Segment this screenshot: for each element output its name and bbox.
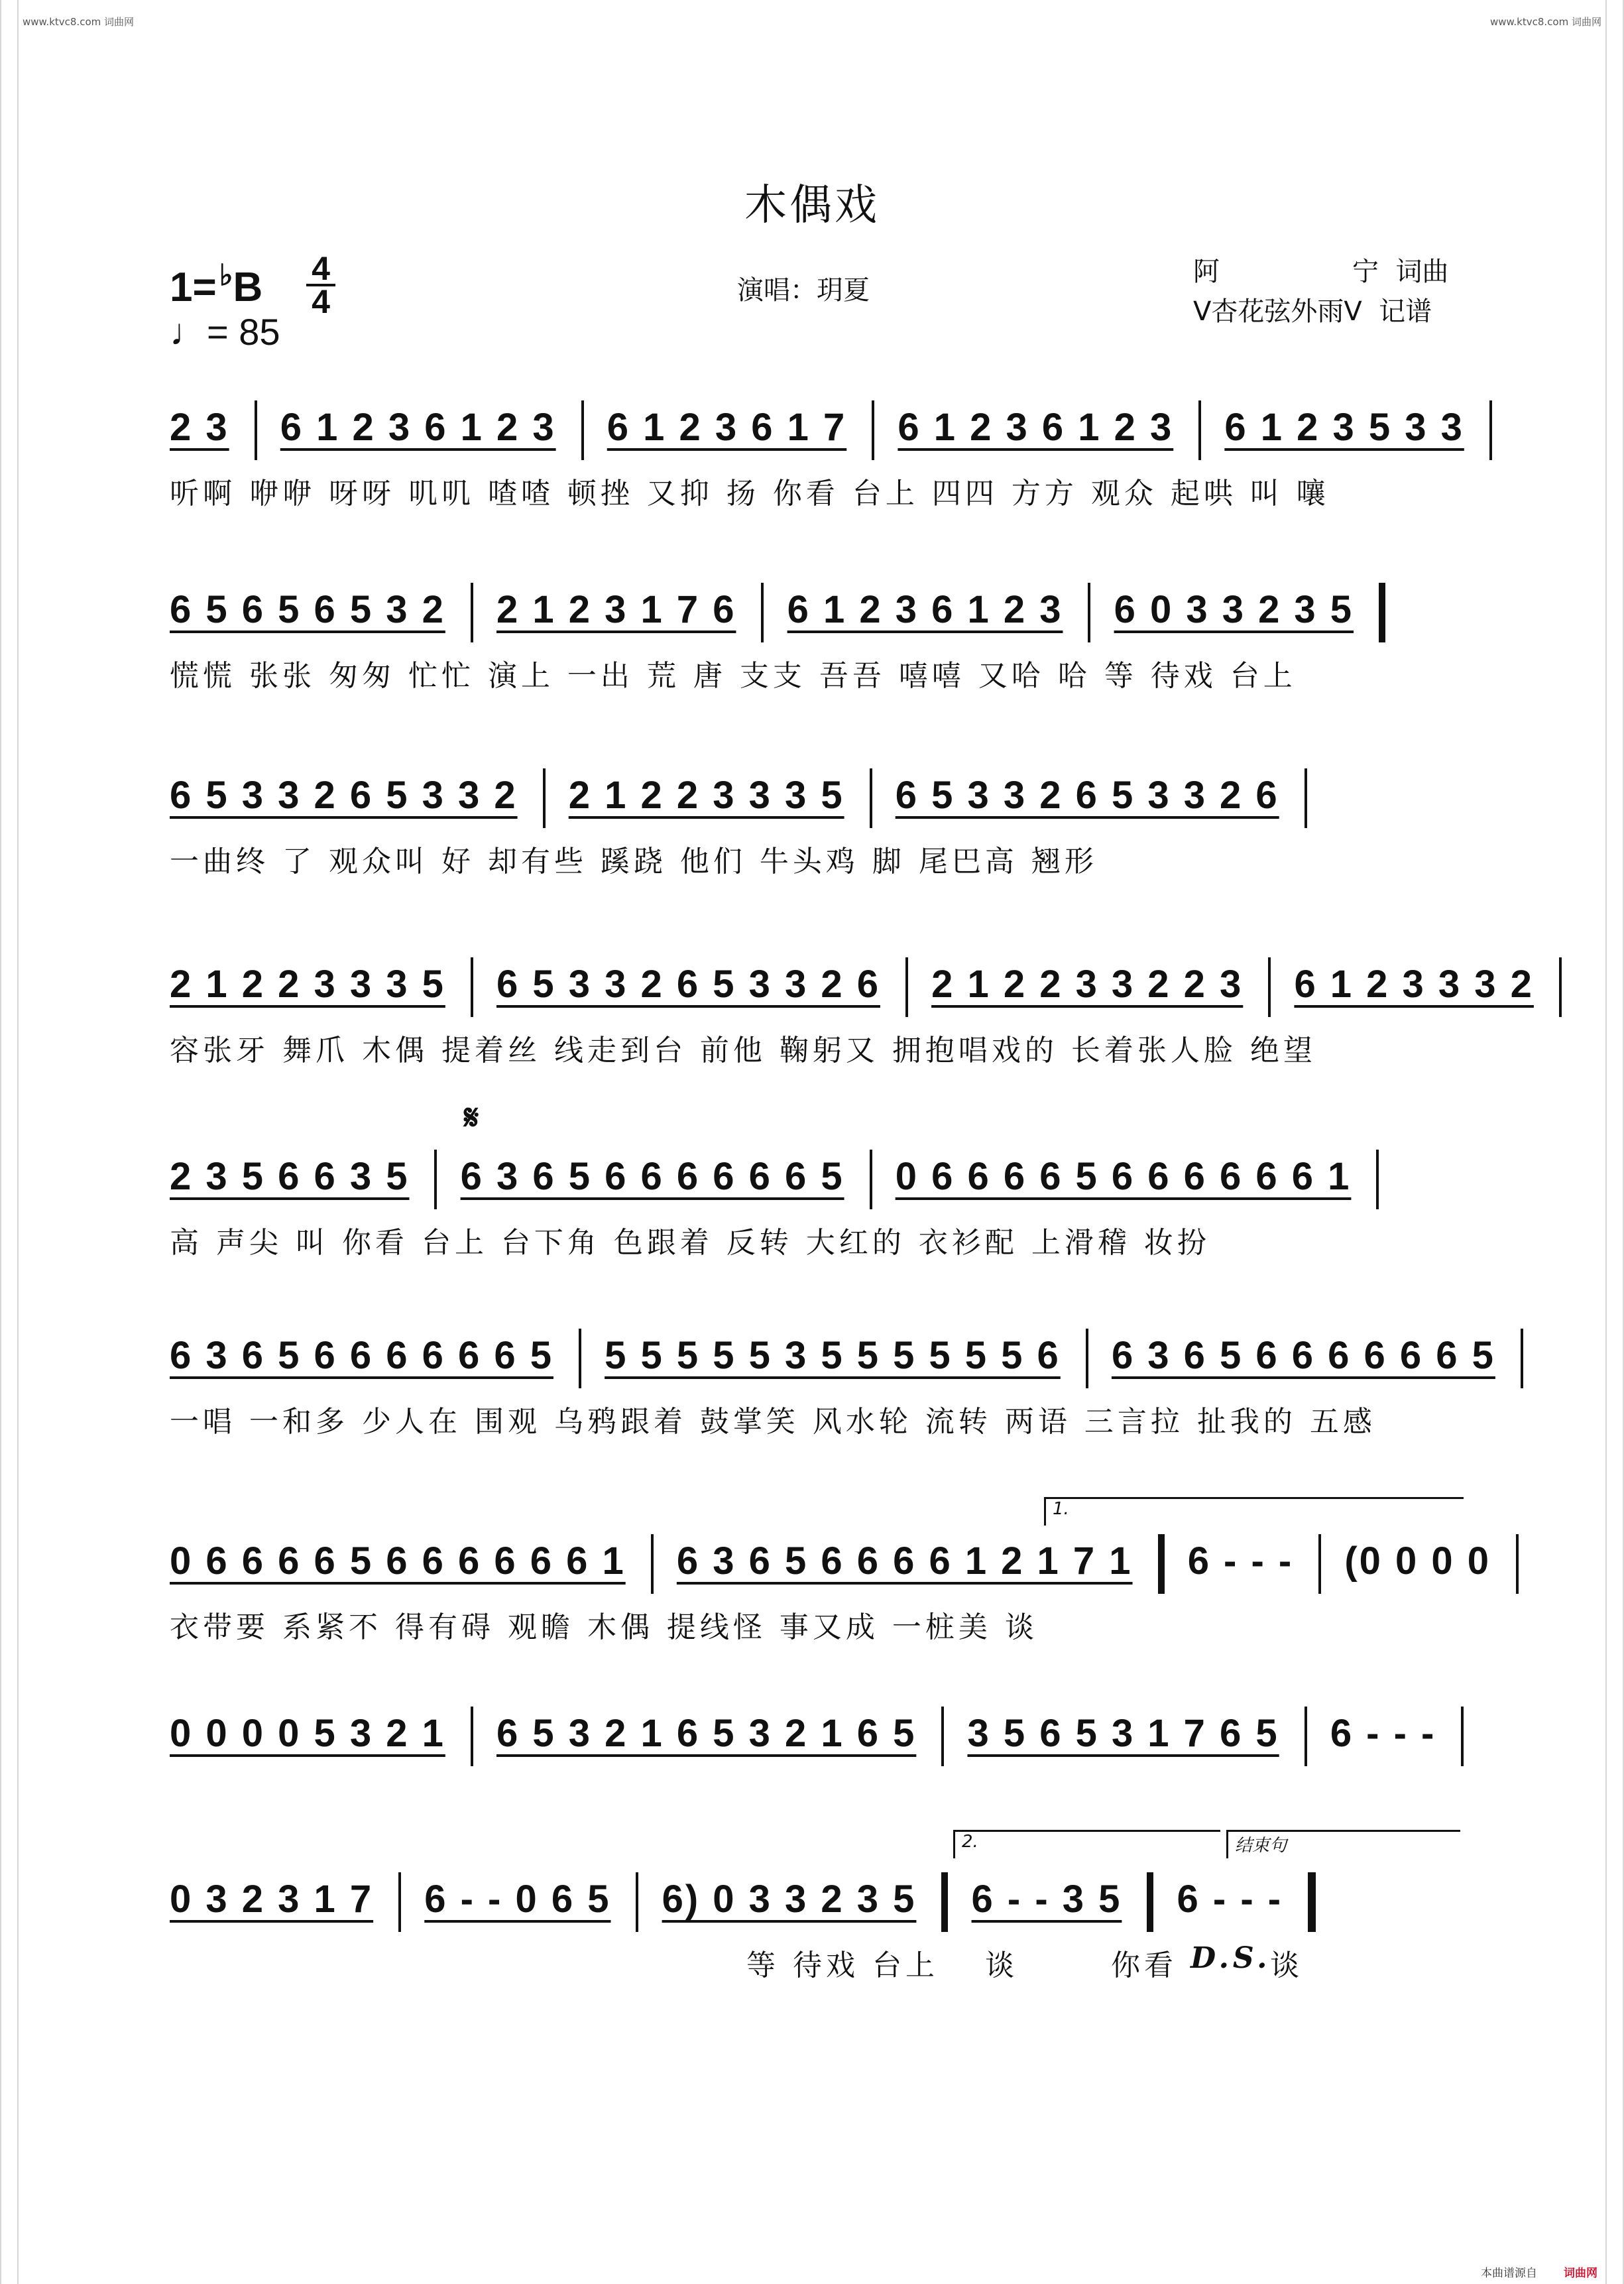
singer-credit: 演唱：玥夏 bbox=[737, 275, 870, 306]
lyrics-line: 容张牙 舞爪 木偶 提着丝 线走到台 前他 鞠躬又 拥抱唱戏的 长着张人脸 绝望 bbox=[170, 1034, 1316, 1067]
notes-segment: 6 5 3 3 2 6 5 3 3 2 6 bbox=[895, 774, 1279, 817]
notes-segment: 6 1 2 3 6 1 2 3 bbox=[280, 406, 556, 449]
notes-segment: 6 5 3 3 2 6 5 3 3 2 6 bbox=[496, 963, 880, 1006]
lyrics-line: 慌慌 张张 匆匆 忙忙 演上 一出 荒 唐 支支 吾吾 嘻嘻 又哈 哈 等 待戏 台上 bbox=[170, 659, 1297, 693]
footer-source: 本曲谱源自 bbox=[1481, 2267, 1537, 2280]
footer bbox=[1481, 2263, 1597, 2280]
staff-line-6 bbox=[170, 1319, 1495, 1440]
notes-segment: 6 5 6 5 6 5 3 2 bbox=[170, 588, 445, 631]
final-ending-bracket: 结束句 bbox=[1226, 1830, 1460, 1858]
time-signature: 4 4 bbox=[306, 253, 335, 317]
dal-segno: D.S. bbox=[1190, 1941, 1271, 1975]
notes-segment: 6 - - 0 6 5 bbox=[424, 1878, 611, 1921]
lyrics-line bbox=[170, 1941, 1456, 1981]
notes-segment: 2 1 2 2 3 3 3 5 bbox=[170, 963, 445, 1006]
staff-line-8 bbox=[170, 1697, 1456, 1770]
notes-segment: 6 1 2 3 3 3 2 bbox=[1294, 963, 1534, 1006]
right-border bbox=[1605, 0, 1624, 2284]
notes-segment: 6 - - - bbox=[1177, 1878, 1283, 1921]
notes-segment: 0 6 6 6 6 5 6 6 6 6 6 6 1 bbox=[170, 1539, 626, 1583]
lyrics-line: 衣带要 系紧不 得有碍 观瞻 木偶 提线怪 事又成 一桩美 谈 bbox=[170, 1610, 1038, 1644]
left-border bbox=[0, 0, 19, 2284]
notes-segment: 6 0 3 3 2 3 5 bbox=[1114, 588, 1354, 631]
segno-mark: 𝄋 bbox=[464, 1097, 479, 1138]
lyrics-line: 一唱 一和多 少人在 围观 乌鸦跟着 鼓掌笑 风水轮 流转 两语 三言拉 扯我的 五感 bbox=[170, 1405, 1376, 1439]
lyrics-fragment: 谈 bbox=[985, 1949, 1018, 1982]
notes-segment: 2 1 2 3 1 7 6 bbox=[496, 588, 736, 631]
notes-segment: 0 3 2 3 1 7 bbox=[170, 1878, 374, 1921]
staff-line-5 bbox=[170, 1140, 1456, 1261]
staff-line-4 bbox=[170, 948, 1534, 1069]
staff-line-3 bbox=[170, 759, 1456, 880]
notes-segment: 6 3 6 5 6 6 6 6 6 6 5 bbox=[460, 1155, 844, 1198]
notes-segment: (0 0 0 0 bbox=[1344, 1539, 1491, 1583]
lyrics-fragment: 你看 bbox=[1111, 1949, 1177, 1982]
notes-segment: 0 6 6 6 6 5 6 6 6 6 6 6 1 bbox=[895, 1155, 1352, 1198]
watermark-left: www.ktvc8.com 词曲网 bbox=[23, 16, 135, 28]
watermark-right: www.ktvc8.com 词曲网 bbox=[1489, 16, 1601, 28]
notes-segment: 6 - - - bbox=[1187, 1539, 1294, 1583]
tempo-marking: ♩= 85 bbox=[170, 311, 280, 353]
notes-segment: 2 3 5 6 6 3 5 bbox=[170, 1155, 410, 1198]
notes-segment: 6 5 3 3 2 6 5 3 3 2 bbox=[170, 774, 518, 817]
notes-segment: 6 1 2 3 6 1 7 bbox=[607, 406, 847, 449]
staff-line-2 bbox=[170, 573, 1456, 694]
notes-segment: 5 5 5 5 5 3 5 5 5 5 5 5 6 bbox=[605, 1334, 1061, 1377]
notes-segment: 2 1 2 2 3 3 3 5 bbox=[568, 774, 844, 817]
notes-segment: 0 0 0 0 5 3 2 1 bbox=[170, 1712, 445, 1755]
notes-segment: 6 1 2 3 6 1 2 3 bbox=[787, 588, 1063, 631]
lyrics-fragment: 谈 bbox=[1270, 1949, 1303, 1982]
notes-segment: 2 3 bbox=[170, 406, 229, 449]
notes-segment: 6 3 6 5 6 6 6 6 1 2 1 7 1 bbox=[676, 1539, 1133, 1583]
song-title: 木偶戏 bbox=[744, 181, 880, 230]
footer-site: 词曲网 bbox=[1564, 2267, 1597, 2280]
lyrics-line: 听啊 咿咿 呀呀 叽叽 喳喳 顿挫 又抑 扬 你看 台上 四四 方方 观众 起哄 叫 嚷 bbox=[170, 477, 1330, 511]
lyrics-fragment: 等 待戏 台上 bbox=[746, 1949, 939, 1982]
first-ending-bracket: 1. bbox=[1044, 1497, 1464, 1526]
lyrics-line: 一曲终 了 观众叫 好 却有些 蹊跷 他们 牛头鸡 脚 尾巴高 翘形 bbox=[170, 845, 1098, 878]
staff-line-9 bbox=[170, 1863, 1456, 1981]
notes-segment: 6 3 6 5 6 6 6 6 6 6 5 bbox=[170, 1334, 553, 1377]
credits: 阿 宁 词曲 V杏花弦外雨V 记谱 bbox=[1193, 257, 1449, 327]
staff-line-7 bbox=[170, 1525, 1491, 1646]
notes-segment: 6 5 3 2 1 6 5 3 2 1 6 5 bbox=[496, 1712, 917, 1755]
notes-segment: 6 - - - bbox=[1330, 1712, 1436, 1755]
notes-segment: 2 1 2 2 3 3 2 2 3 bbox=[931, 963, 1244, 1006]
notes-segment: 6 - - 3 5 bbox=[971, 1878, 1122, 1921]
notes-segment: 6 1 2 3 6 1 2 3 bbox=[898, 406, 1174, 449]
lyrics-line: 高 声尖 叫 你看 台上 台下角 色跟着 反转 大红的 衣衫配 上滑稽 妆扮 bbox=[170, 1226, 1210, 1260]
staff-line-1 bbox=[170, 391, 1464, 512]
notes-segment: 6 3 6 5 6 6 6 6 6 6 5 bbox=[1111, 1334, 1495, 1377]
key-signature: 1=♭B bbox=[170, 259, 263, 310]
second-ending-bracket: 2. bbox=[953, 1830, 1220, 1858]
notes-segment: 6) 0 3 3 2 3 5 bbox=[662, 1878, 917, 1921]
notes-segment: 3 5 6 5 3 1 7 6 5 bbox=[967, 1712, 1279, 1755]
notes-segment: 6 1 2 3 5 3 3 bbox=[1224, 406, 1464, 449]
